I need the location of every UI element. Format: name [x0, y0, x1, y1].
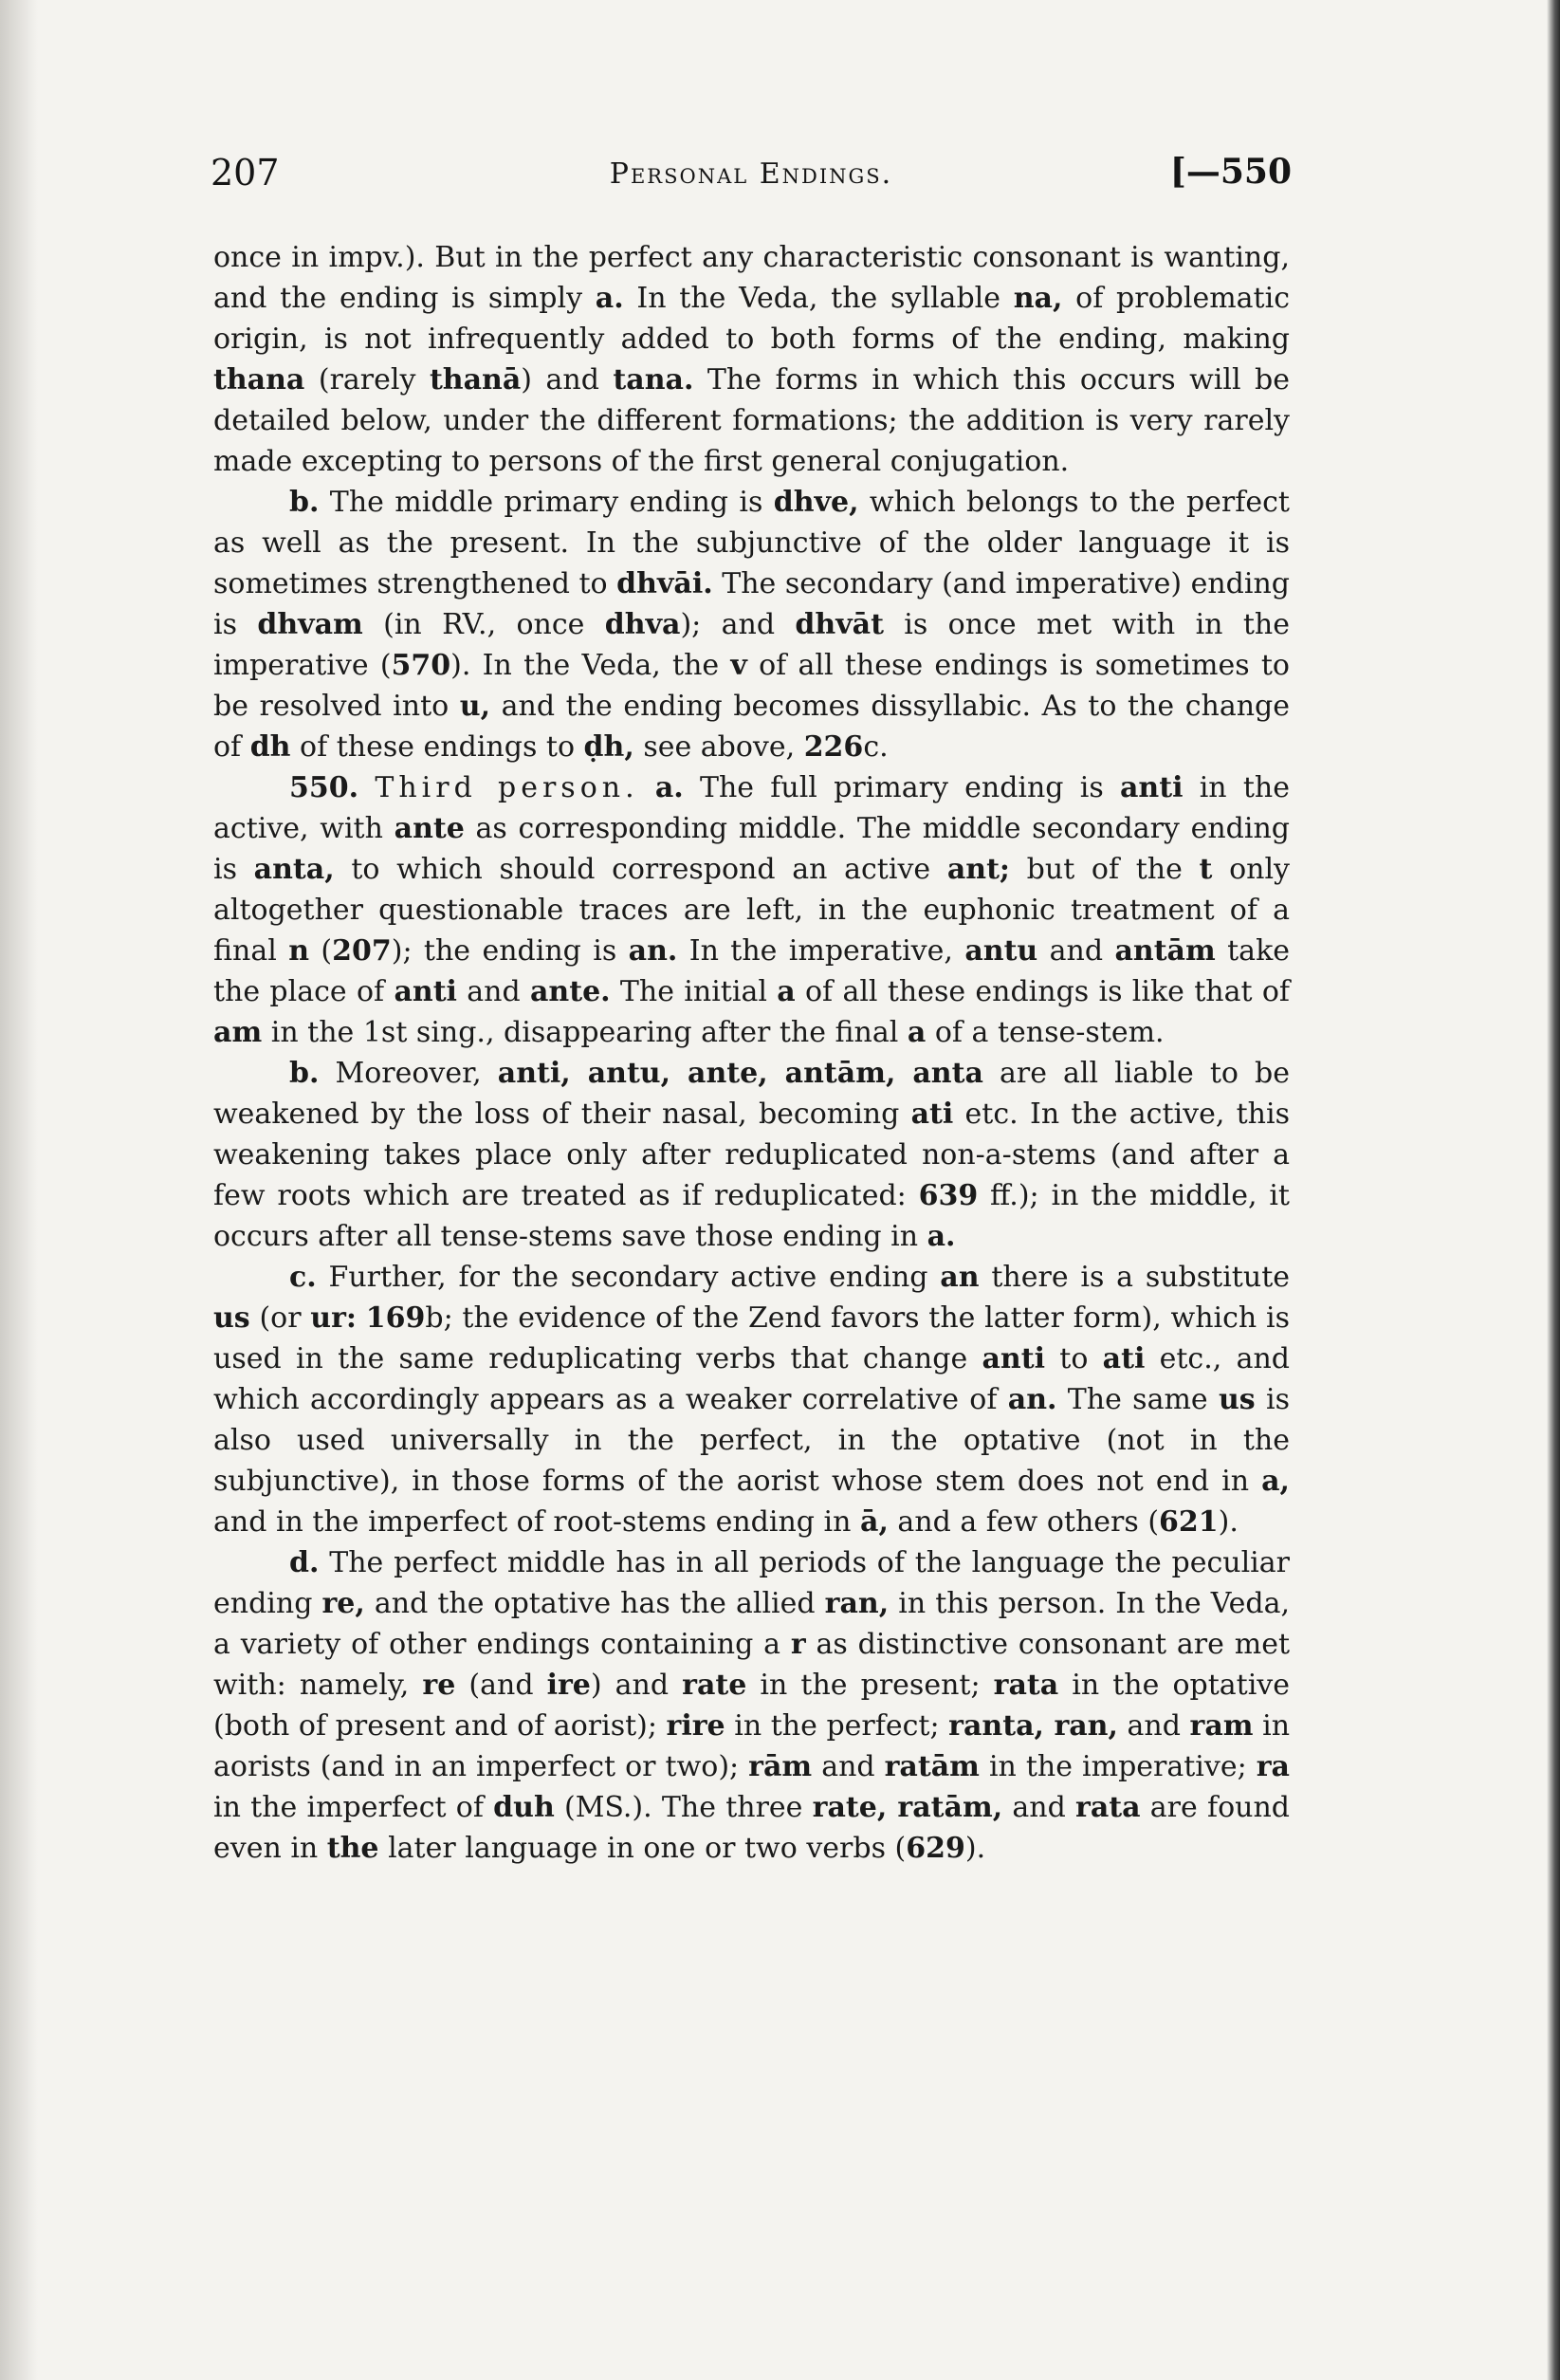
section-reference: [—550 — [1169, 152, 1292, 192]
paragraph-continuation: once in impv.). But in the perfect any characteristic consonant is wanting, and the ending is simply a. In the Veda, the syllable na, of problematic origin, is not infrequently added to both forms of the ending, making thana (rarely thanā) and tana. The forms in which this occurs will be detailed below, under the different formations; the addition is very rarely made excepting to persons of the first general conjugation. — [213, 241, 1291, 478]
paragraph-b-weakening: b. Moreover, anti, antu, ante, antām, anta are all liable to be weakened by the loss of their nasal, becoming ati etc. In the active, this weakening takes place only after reduplicated non-a-stems (and after a few roots which are treated as if reduplicated: 639 ff.); in the middle, it occurs after all tense-stems save those ending in a. — [213, 1057, 1290, 1253]
body-text — [213, 237, 1290, 1869]
paragraph-d-perfect-middle: d. The perfect middle has in all periods of the language the peculiar ending re, and the optative has the allied ran, in this person. In the Veda, a variety of other endings containing a r as distinctive consonant are met with: namely, re (and ire) and rate in the present; rata in the optative (both of present and of aorist); rire in the perfect; ranta, ran, and ram in aorists (and in an imperfect or two); rām and ratām in the imperative; ra in the imperfect of duh (MS.). The three rate, ratām, and rata are found even in the later language in one or two verbs (629). — [213, 1546, 1291, 1865]
paragraph-550-third-person: 550. Third person. a. The full primary ending is anti in the active, with ante as corresponding middle. The middle secondary ending is anta, to which should correspond an active ant; but of the t only altogether questionable traces are left, in the euphonic treatment of a final n (207); the ending is an. In the imperative, antu and antām take the place of anti and ante. The initial a of all these endings is like that of am in the 1st sing., disappearing after the final a of a tense-stem. — [213, 771, 1290, 1049]
section-heading: Third person. — [375, 771, 639, 804]
running-header — [211, 152, 1292, 209]
running-title: Personal Endings. — [609, 157, 893, 191]
page-shadow-right — [1547, 0, 1560, 2380]
section-number: 550. — [289, 771, 359, 804]
paragraph-c-substitute-us: c. Further, for the secondary active ending an there is a substitute us (or ur: 169b; the evidence of the Zend favors the latter form), which is used in the same reduplicating verbs that change anti to ati etc., and which accordingly appears as a weaker correlative of an. The same us is also used universally in the perfect, in the optative (not in the subjunctive), in those forms of the aorist whose stem does not end in a, and in the imperfect of root-stems ending in ā, and a few others (621). — [213, 1261, 1290, 1539]
page-number: 207 — [211, 152, 280, 194]
paragraph-b-middle-ending: b. The middle primary ending is dhve, which belongs to the perfect as well as the present. In the subjunctive of the older language it is sometimes strengthened to dhvāi. The secondary (and imperative) ending is dhvam (in RV., once dhva); and dhvāt is once met with in the imperative (570). In the Veda, the v of all these endings is sometimes to be resolved into u, and the ending becomes dissyllabic. As to the change of dh of these endings to ḍh, see above, 226c. — [213, 486, 1291, 764]
page-shadow-left — [0, 0, 38, 2380]
